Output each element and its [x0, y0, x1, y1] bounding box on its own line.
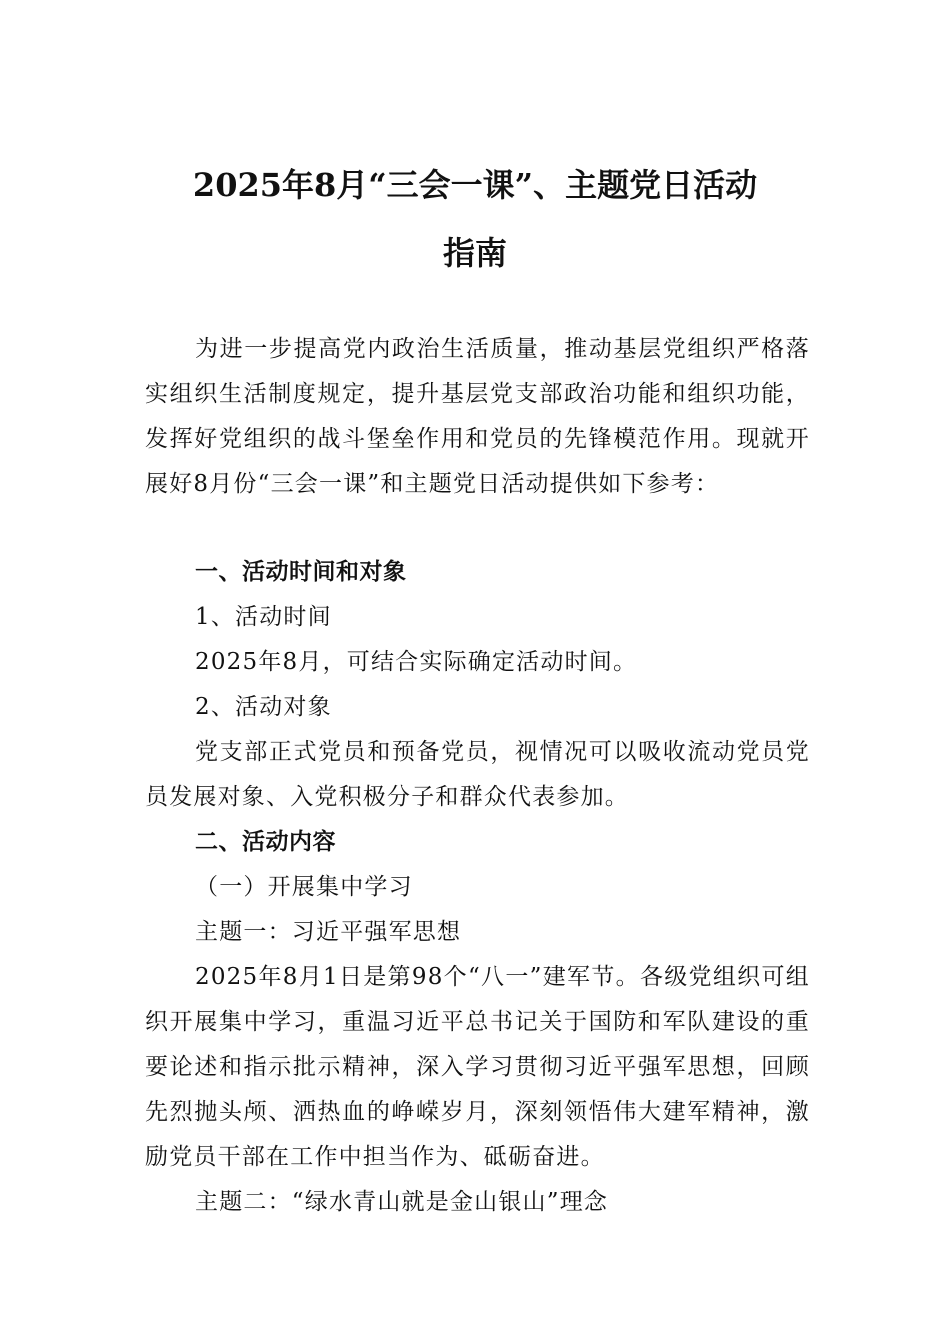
document-title-line1: 2025年8月“三会一课”、主题党日活动 — [192, 166, 758, 204]
collective-study-heading: （一）开展集中学习 — [195, 874, 413, 900]
theme1-label: 主题一：习近平强军思想 — [195, 919, 462, 945]
activity-target-text: 党支部正式党员和预备党员，视情况可以吸收流动党员党员发展对象、入党积极分子和群众代表参加。 — [145, 739, 810, 810]
intro-paragraph: 为进一步提高党内政治生活质量，推动基层党组织严格落实组织生活制度规定，提升基层党支部政治功能和组织功能，发挥好党组织的战斗堡垒作用和党员的先锋模范作用。现就开展好8月份“三会一课”和主题党日活动提供如下参考： — [145, 336, 810, 497]
activity-time-text: 2025年8月，可结合实际确定活动时间。 — [195, 649, 638, 675]
section2-heading: 二、活动内容 — [195, 829, 336, 855]
theme1-paragraph: 2025年8月1日是第98个“八一”建军节。各级党组织可组织开展集中学习，重温习近平总书记关于国防和军队建设的重要论述和指示批示精神，深入学习贯彻习近平强军思想，回顾先烈抛头颅、洒热血的峥嵘岁月，深刻领悟伟大建军精神，激励党员干部在工作中担当作为、砥砺奋进。 — [145, 964, 810, 1170]
theme2-label: 主题二：“绿水青山就是金山银山”理念 — [195, 1189, 609, 1215]
activity-time-label: 1、活动时间 — [195, 604, 332, 630]
section1-heading: 一、活动时间和对象 — [195, 559, 407, 585]
document-title-line2: 指南 — [442, 234, 507, 272]
activity-target-label: 2、活动对象 — [195, 694, 332, 720]
